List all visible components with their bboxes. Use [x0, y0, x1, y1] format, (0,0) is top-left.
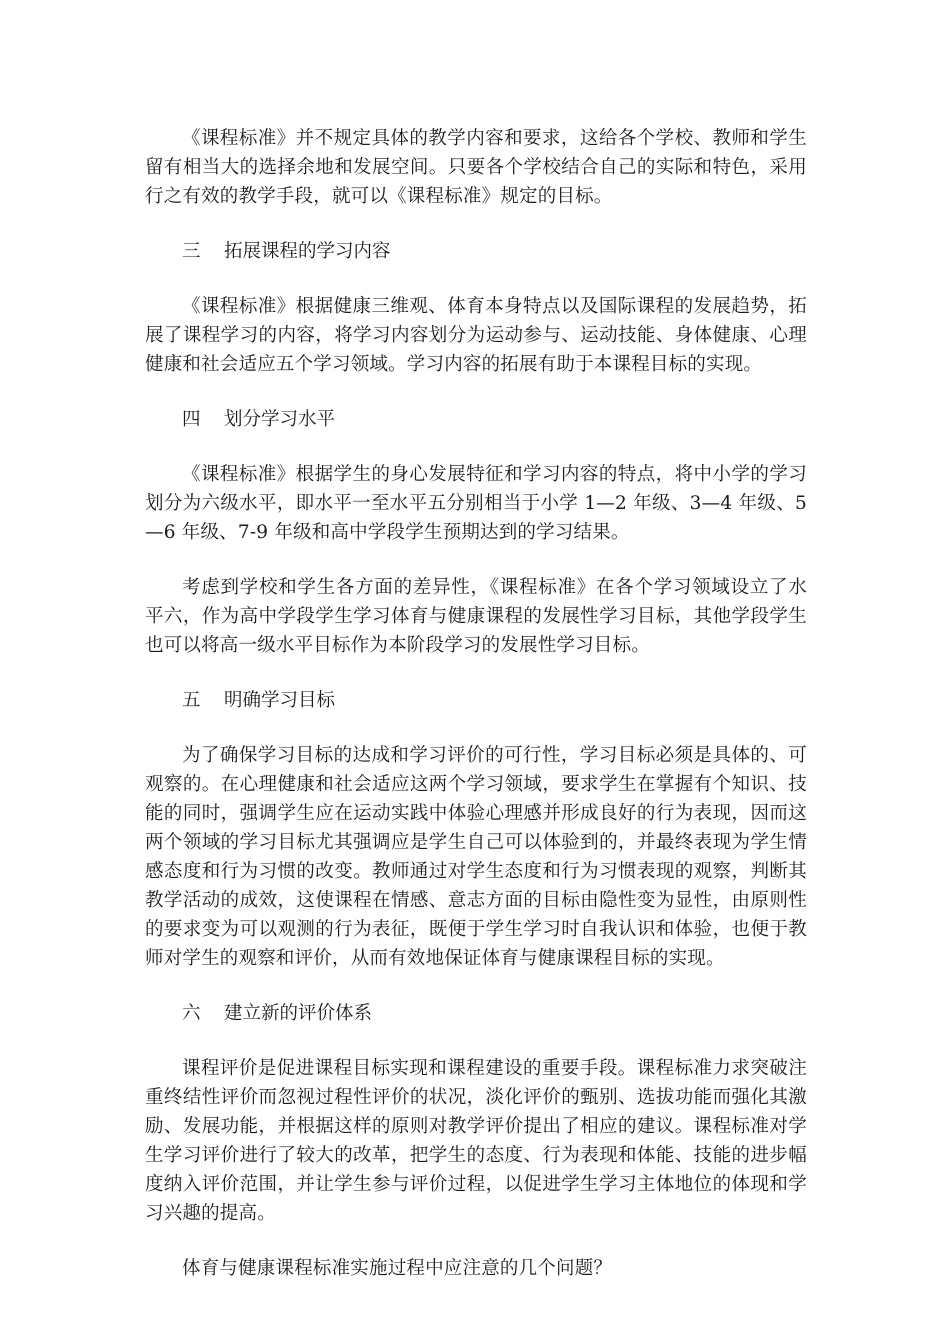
- section-heading-four: [145, 405, 807, 434]
- section-number: 五: [182, 690, 201, 711]
- paragraph-learning-goals: 为了确保学习目标的达成和学习评价的可行性，学习目标必须是具体的、可观察的。在心理健康和社会适应这两个学习领域，要求学生在掌握有个知识、技能的同时，强调学生应在运动实践中体验心理感并形成良好的行为表现，因而这两个领域的学习目标尤其强调应是学生自己可以体验到的，并最终表现为学生情感态度和行为习惯的改变。教师通过对学生态度和行为习惯表现的观察，判断其教学活动的成效，这使课程在情感、意志方面的目标由隐性变为显性，由原则性的要求变为可以观测的行为表征，既便于学生学习时自我认识和体验，也便于教师对学生的观察和评价，从而有效地保证体育与健康课程目标的实现。: [145, 745, 807, 969]
- paragraph-learning-levels: 《课程标准》根据学生的身心发展特征和学习内容的特点，将中小学的学习划分为六级水平，即水平一至水平五分别相当于小学 1—2 年级、3—4 年级、5—6 年级、7-9 年级和高中学段学生预期达到的学习结果。: [145, 464, 807, 543]
- section-number: 三: [182, 241, 201, 262]
- section-title: 划分学习水平: [224, 409, 336, 430]
- paragraph-expand-content: 《课程标准》根据健康三维观、体育本身特点以及国际课程的发展趋势，拓展了课程学习的内容，将学习内容划分为运动参与、运动技能、身体健康、心理健康和社会适应五个学习领域。学习内容的拓展有助于本课程目标的实现。: [145, 296, 807, 375]
- section-title: 建立新的评价体系: [224, 1003, 373, 1024]
- document-page: [145, 124, 807, 1309]
- section-title: 拓展课程的学习内容: [224, 241, 391, 262]
- section-number: 四: [182, 409, 201, 430]
- section-number: 六: [182, 1003, 201, 1024]
- section-heading-three: [145, 237, 807, 266]
- paragraph-question: 体育与健康课程标准实施过程中应注意的几个问题？: [182, 1258, 613, 1279]
- section-title: 明确学习目标: [224, 690, 336, 711]
- paragraph-standard-flexibility: 《课程标准》并不规定具体的教学内容和要求，这给各个学校、教师和学生留有相当大的选择余地和发展空间。只要各个学校结合自己的实际和特色，采用行之有效的教学手段，就可以《课程标准》规定的目标。: [145, 128, 807, 207]
- section-heading-six: [145, 999, 807, 1028]
- paragraph-level-six: 考虑到学校和学生各方面的差异性，《课程标准》在各个学习领域设立了水平六，作为高中学段学生学习体育与健康课程的发展性学习目标，其他学段学生也可以将高一级水平目标作为本阶段学习的发展性学习目标。: [145, 577, 807, 656]
- section-heading-five: [145, 686, 807, 715]
- paragraph-evaluation-system: 课程评价是促进课程目标实现和课程建设的重要手段。课程标准力求突破注重终结性评价而忽视过程性评价的状况，淡化评价的甄别、选拔功能而强化其激励、发展功能，并根据这样的原则对教学评价提出了相应的建议。课程标准对学生学习评价进行了较大的改革，把学生的态度、行为表现和体能、技能的进步幅度纳入评价范围，并让学生参与评价过程，以促进学生学习主体地位的体现和学习兴趣的提高。: [145, 1058, 807, 1224]
